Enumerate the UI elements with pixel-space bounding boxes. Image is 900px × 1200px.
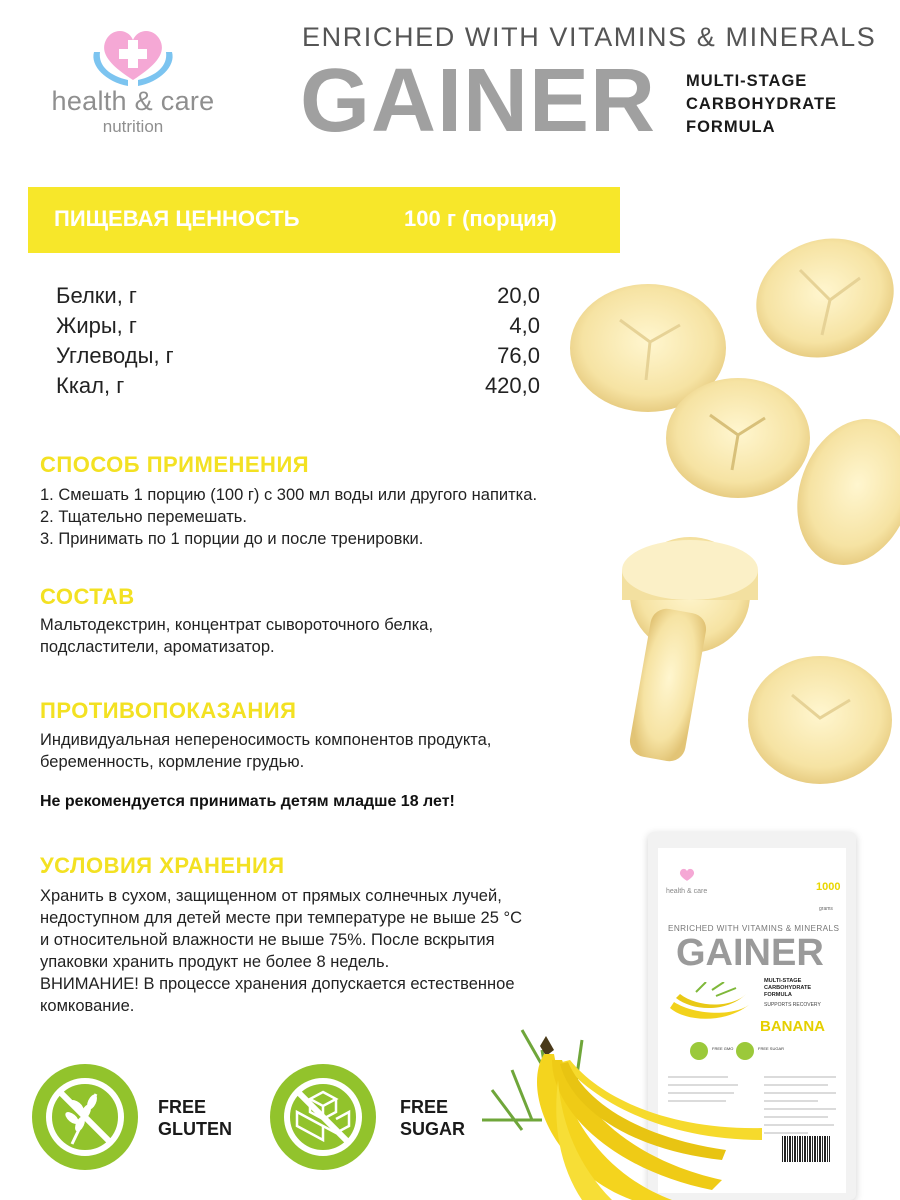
- free-gluten-label: [158, 1096, 232, 1140]
- nutrient-value: 20,0: [497, 283, 540, 308]
- brand-subtitle: nutrition: [102, 117, 164, 136]
- package-logo-icon: [676, 866, 698, 884]
- nutrient-name: Белки, г: [56, 283, 137, 308]
- package-icon2-label: FREE SUGAR: [758, 1046, 785, 1051]
- composition-line: Мальтодекстрин, концентрат сывороточного белка,: [40, 616, 434, 634]
- header-tagline: ENRICHED WITH VITAMINS & MINERALS: [302, 22, 877, 52]
- storage-line: Хранить в сухом, защищенном от прямых солнечных лучей,: [40, 887, 502, 905]
- wheat-crossed-icon: [32, 1064, 138, 1170]
- contraindications-text: [40, 729, 491, 773]
- storage-text: [40, 885, 522, 1017]
- storage-line: и относительной влажности не выше 75%. После вскрытия: [40, 931, 495, 949]
- free-sugar-label: [400, 1096, 465, 1140]
- nutrient-value: 420,0: [484, 373, 540, 398]
- package-formula-line: MULTI-STAGE: [764, 978, 802, 984]
- nutrition-row: [56, 283, 540, 313]
- free-gluten-badge: [32, 1064, 138, 1170]
- logo-heart-icon: [88, 22, 178, 90]
- contraindications-heading: ПРОТИВОПОКАЗАНИЯ: [40, 698, 297, 723]
- package-barcode: [782, 1136, 830, 1162]
- free-sugar-badge: [270, 1064, 376, 1170]
- contraindications-line: Индивидуальная непереносимость компонентов продукта,: [40, 731, 492, 749]
- nutrition-heading: ПИЩЕВАЯ ЦЕННОСТЬ: [54, 206, 300, 231]
- storage-line: недоступном для детей месте при температуре не выше 25 °С: [40, 909, 523, 927]
- package-formula: [764, 978, 811, 999]
- package-supports: SUPPORTS RECOVERY: [764, 1002, 821, 1008]
- formula-line: FORMULA: [686, 118, 776, 136]
- contraindications-line: беременность, кормление грудью.: [40, 753, 305, 771]
- package-icon1-label: FREE GMO: [712, 1046, 734, 1051]
- badge-line: GLUTEN: [158, 1119, 232, 1139]
- usage-text: [40, 484, 537, 550]
- banana-bunch-image: [482, 1010, 785, 1200]
- package-tagline: ENRICHED WITH VITAMINS & MINERALS: [668, 924, 840, 933]
- nutrition-row: [56, 343, 540, 373]
- package-formula-line: CARBOHYDRATE: [764, 985, 812, 991]
- composition-text: [40, 614, 433, 658]
- product-title: GAINER: [300, 51, 657, 151]
- badge-line: FREE: [158, 1097, 207, 1117]
- package-formula-line: FORMULA: [764, 992, 792, 998]
- package-title: GAINER: [676, 932, 824, 974]
- age-warning: Не рекомендуется принимать детям младше 18 лет!: [40, 793, 455, 810]
- nutrition-row: [56, 313, 540, 343]
- composition-line: подсластители, ароматизатор.: [40, 638, 275, 656]
- nutrition-portion: 100 г (порция): [404, 206, 557, 231]
- package-brand: health & care: [666, 888, 708, 895]
- composition-heading: СОСТАВ: [40, 584, 135, 609]
- storage-heading: УСЛОВИЯ ХРАНЕНИЯ: [40, 853, 285, 878]
- usage-line: 2. Тщательно перемешать.: [40, 508, 247, 526]
- storage-line: комкование.: [40, 997, 135, 1015]
- package-weight: 1000: [816, 881, 841, 893]
- package-unit: grams: [819, 906, 833, 912]
- banana-slices-image: [560, 230, 900, 790]
- brand-name: health & care: [51, 86, 215, 116]
- nutrient-name: Ккал, г: [56, 373, 125, 398]
- storage-line: упаковки хранить продукт не более 8 недель.: [40, 953, 390, 971]
- nutrient-value: 76,0: [497, 343, 540, 368]
- formula-line: MULTI-STAGE: [686, 72, 808, 90]
- badge-line: FREE: [400, 1097, 449, 1117]
- usage-line: 3. Принимать по 1 порции до и после тренировки.: [40, 530, 424, 548]
- badge-line: SUGAR: [400, 1119, 466, 1139]
- usage-line: 1. Смешать 1 порцию (100 г) с 300 мл воды или другого напитка.: [40, 486, 538, 504]
- sugar-cubes-crossed-icon: [270, 1064, 376, 1170]
- formula-text: [686, 70, 837, 139]
- nutrition-row: [56, 373, 540, 403]
- nutrient-name: Углеводы, г: [56, 343, 174, 368]
- nutrient-value: 4,0: [509, 313, 540, 338]
- nutrient-name: Жиры, г: [56, 313, 137, 338]
- package-flavor: BANANA: [760, 1018, 825, 1035]
- storage-line: ВНИМАНИЕ! В процессе хранения допускается естественное: [40, 975, 515, 993]
- formula-line: CARBOHYDRATE: [686, 95, 838, 113]
- usage-heading: СПОСОБ ПРИМЕНЕНИЯ: [40, 452, 310, 477]
